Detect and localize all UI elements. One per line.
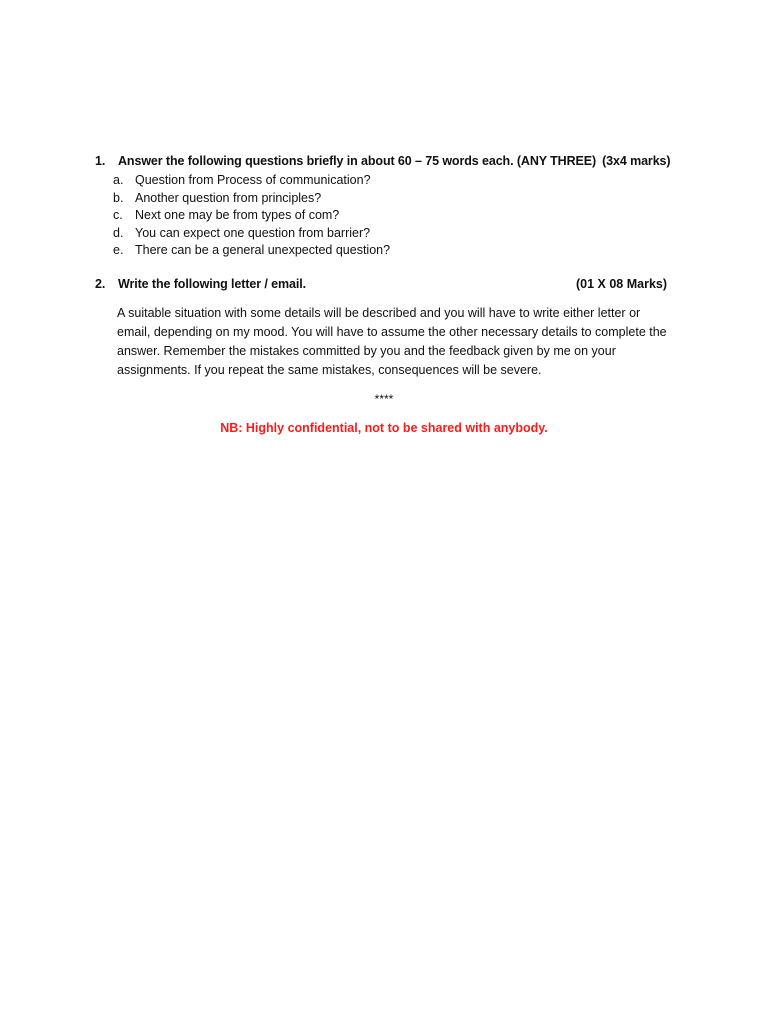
- subquestion-letter: a.: [113, 173, 124, 187]
- paragraph-line: A suitable situation with some details will be described and you will have to write either letter or: [117, 306, 641, 320]
- subquestion-text: Another question from principles?: [135, 190, 322, 205]
- subquestion-letter: b.: [113, 190, 124, 205]
- paragraph-line: answer. Remember the mistakes committed by you and the feedback given by me on your: [117, 344, 616, 358]
- separator-text: ****: [374, 392, 394, 406]
- question-1-text-group: [118, 154, 670, 168]
- question-1-text: Answer the following questions briefly in about 60 – 75 words each. (ANY THREE): [118, 154, 597, 168]
- question-2-number: 2.: [95, 277, 106, 291]
- question-2-description: [117, 304, 689, 380]
- subquestion-text: Next one may be from types of com?: [135, 208, 340, 222]
- subquestion-letter: c.: [113, 208, 123, 222]
- subquestion-letter: d.: [113, 225, 124, 240]
- question-2-marks: (01 X 08 Marks): [576, 277, 668, 291]
- subquestion-text: There can be a general unexpected question?: [135, 243, 391, 257]
- subquestion-text: Question from Process of communication?: [135, 173, 371, 187]
- question-1-number: 1.: [95, 154, 106, 168]
- question-2-text: Write the following letter / email.: [118, 277, 306, 291]
- separator-stars: [0, 392, 768, 406]
- paragraph-line: assignments. If you repeat the same mistakes, consequences will be severe.: [117, 363, 542, 377]
- subquestion-text: You can expect one question from barrier?: [135, 225, 371, 240]
- question-1-marks: (3x4 marks): [602, 154, 671, 168]
- subquestion-letter: e.: [113, 243, 124, 257]
- paragraph-line: email, depending on my mood. You will have to assume the other necessary details to complete the: [117, 325, 667, 339]
- confidential-note: NB: Highly confidential, not to be shared with anybody.: [220, 421, 548, 435]
